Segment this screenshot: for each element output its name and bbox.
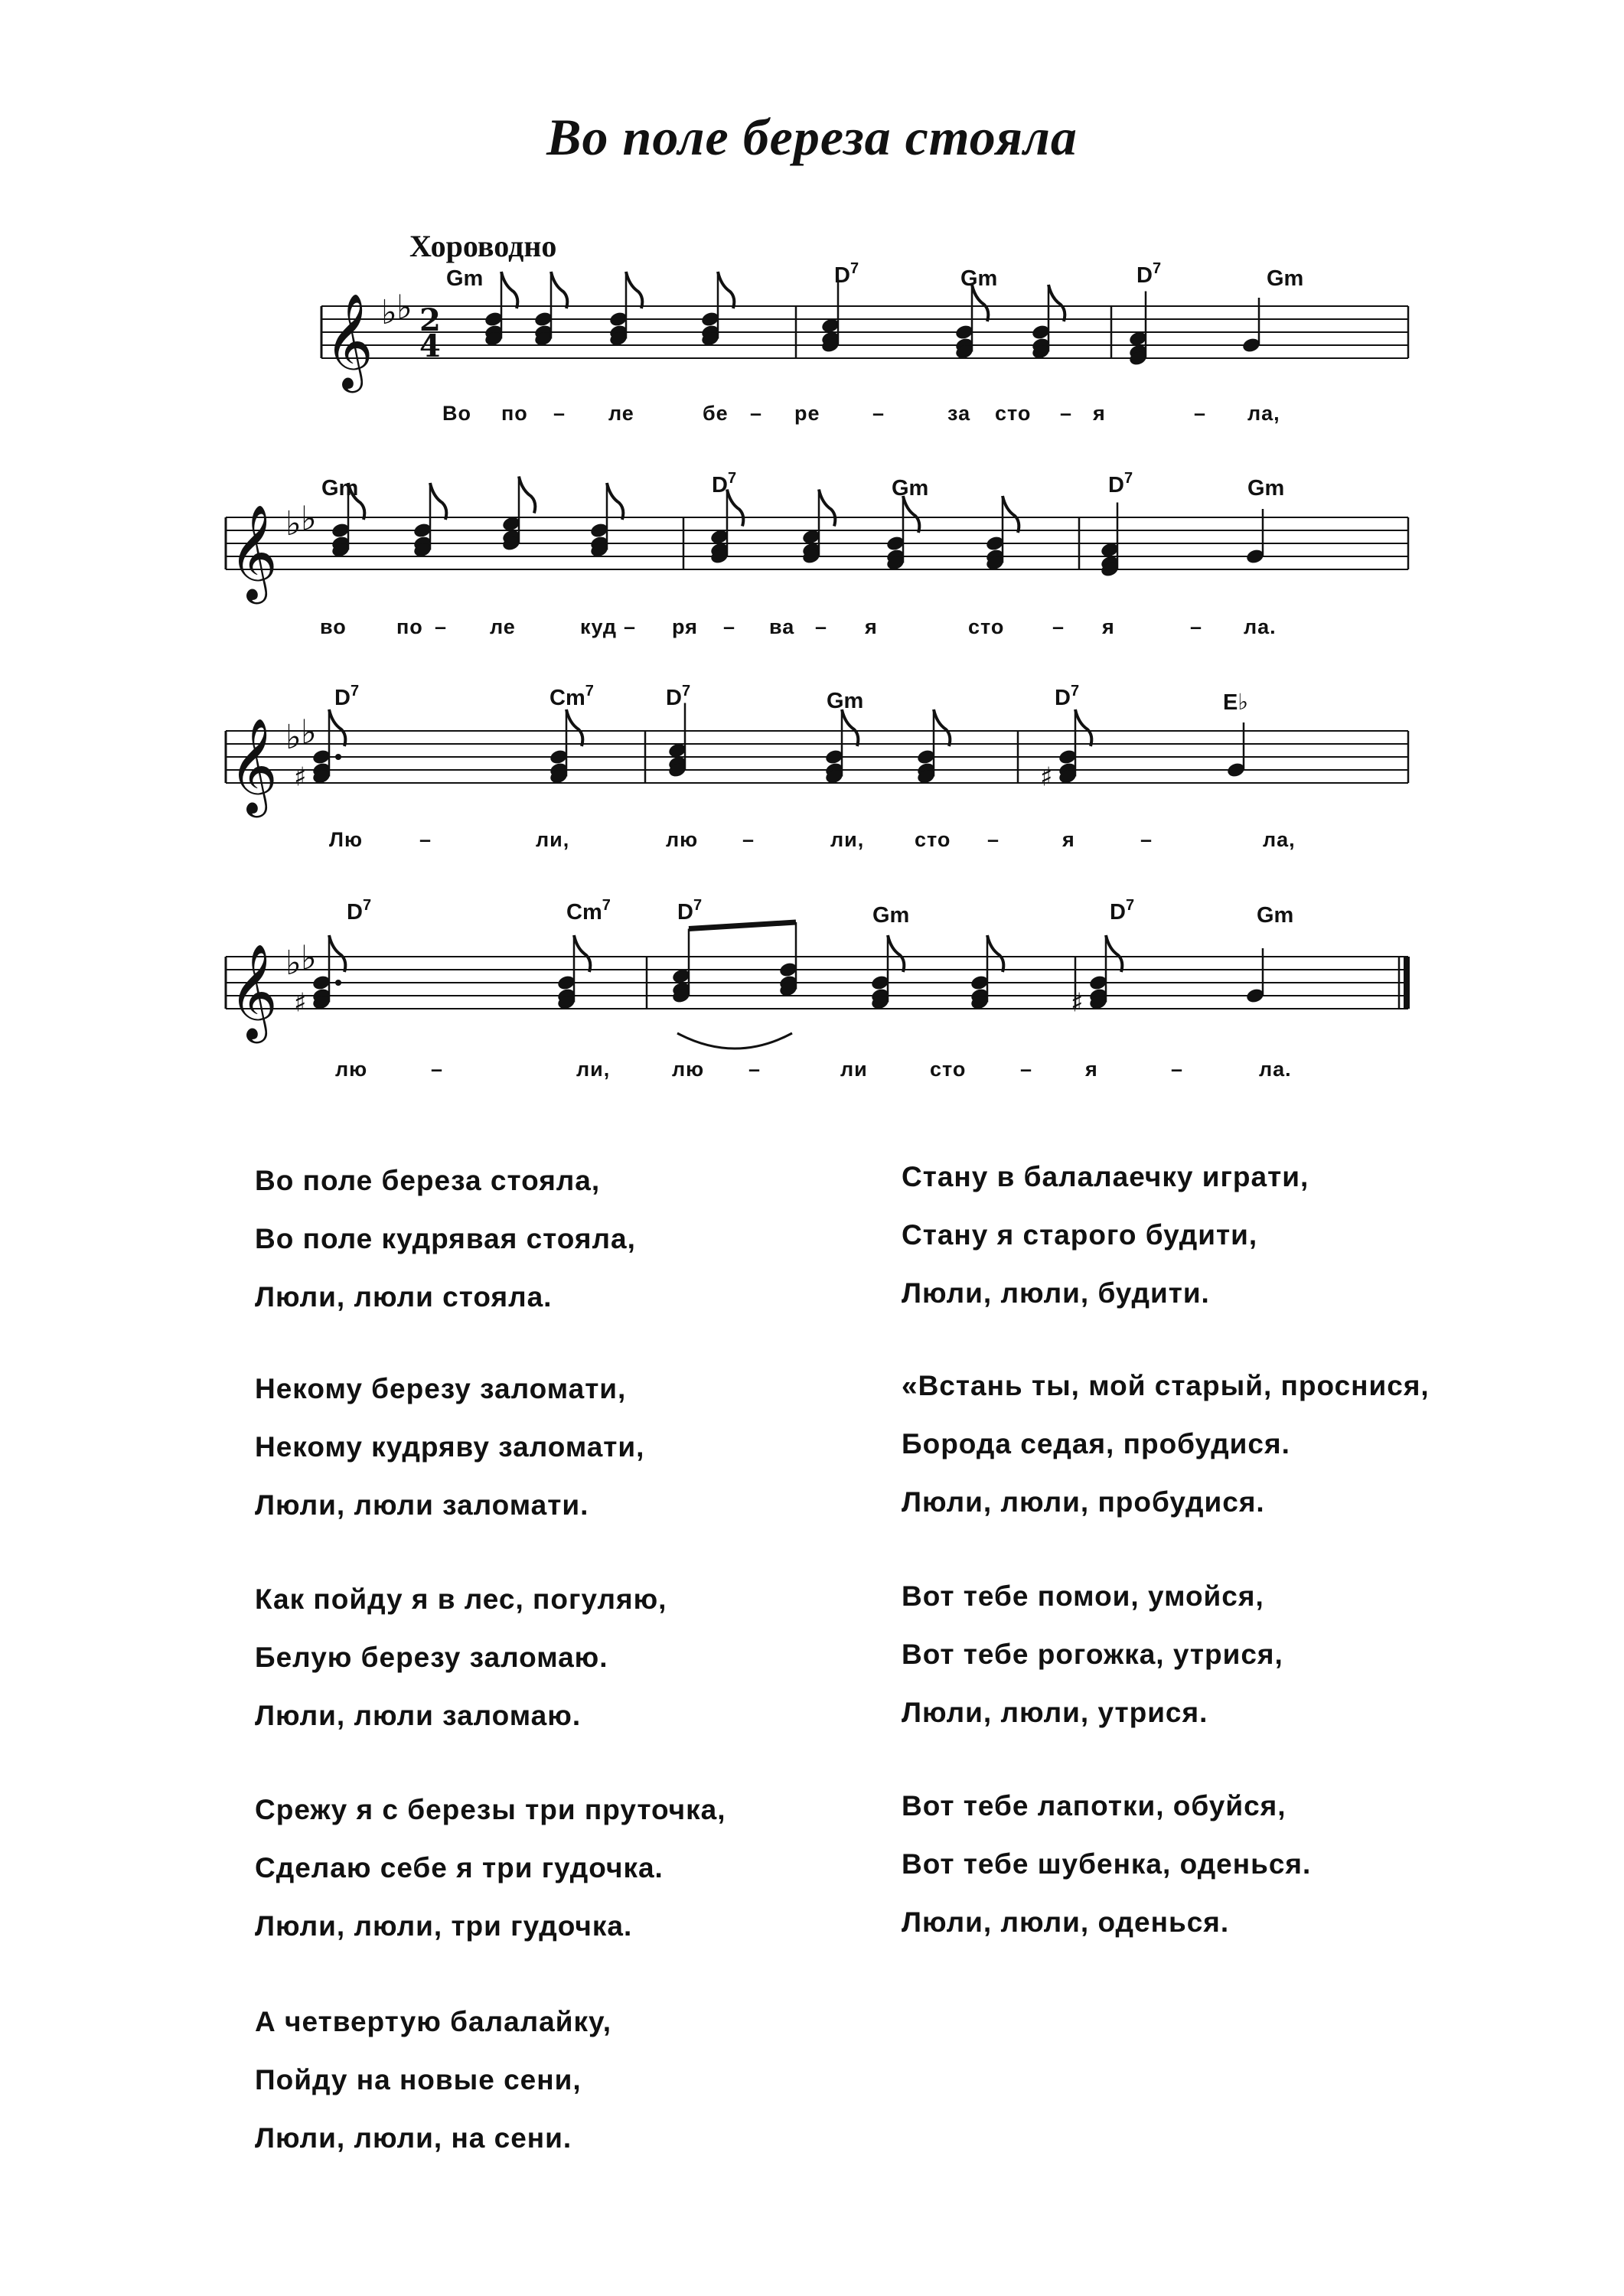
- chord-symbol: Gm: [872, 903, 910, 928]
- lyric-syllable: ре: [794, 402, 820, 425]
- lyric-syllable: –: [553, 402, 566, 425]
- lyric-syllable: ла,: [1247, 402, 1280, 425]
- flat-icon: ♭: [285, 718, 302, 757]
- note-flag: [430, 483, 446, 520]
- chord-symbol: $D^7$: [677, 897, 703, 925]
- verse-line: Срежу я с березы три пруточка,: [255, 1794, 726, 1825]
- chord-symbol: Gm: [892, 476, 929, 501]
- note-dot: [335, 980, 341, 986]
- verse-line: Стану я старого будити,: [902, 1219, 1258, 1251]
- chord-symbol: $D^7$: [1136, 260, 1162, 288]
- staff-system-4: [226, 922, 1410, 1049]
- note-flag: [501, 272, 517, 308]
- chord-symbol: E♭: [1223, 690, 1249, 715]
- chord-symbol: $D^7$: [834, 260, 859, 288]
- note-flag: [934, 709, 950, 746]
- lyric-syllable: –: [1060, 402, 1073, 425]
- lyric-syllable: –: [1052, 615, 1065, 638]
- lyric-syllable: –: [742, 828, 755, 851]
- note-flag: [819, 490, 835, 527]
- chord-symbol: $D^7$: [347, 897, 372, 925]
- note-flag: [607, 483, 623, 520]
- note-flag: [519, 477, 535, 514]
- lyric-syllable: ва: [769, 615, 795, 638]
- verse-line: Белую березу заломаю.: [255, 1642, 608, 1673]
- lyric-syllable: во: [320, 615, 347, 638]
- verse-line: Как пойду я в лес, погуляю,: [255, 1583, 667, 1615]
- note-flag: [842, 709, 858, 746]
- verse-line: Люли, люли, будити.: [902, 1277, 1210, 1309]
- chord-symbol: Gm: [1267, 266, 1304, 291]
- verse-line: Люли, люли, пробудися.: [902, 1486, 1265, 1518]
- lyric-syllable: ле: [490, 615, 516, 638]
- lyric-syllable: Во: [442, 402, 471, 425]
- stanza: [255, 1152, 636, 1326]
- slur: [677, 1033, 792, 1049]
- lyric-syllable: сто: [930, 1058, 967, 1081]
- chord-symbol: $D^7$: [1108, 470, 1133, 497]
- time-signature-top: 2: [419, 302, 441, 338]
- flat-icon: ♭: [301, 499, 317, 539]
- verse-line: «Встань ты, мой старый, проснися,: [902, 1370, 1430, 1401]
- lyric-syllable: –: [1020, 1058, 1033, 1081]
- lyric-syllable: я: [865, 615, 878, 638]
- song-title: Во поле береза стояла: [546, 108, 1078, 166]
- note-flag: [566, 709, 582, 746]
- verse-line: А четвертую балалайку,: [255, 2006, 612, 2037]
- staff-system-1: [321, 272, 1408, 393]
- lyric-syllable: –: [419, 828, 432, 851]
- lyric-syllable: –: [815, 615, 828, 638]
- lyric-syllable: –: [1190, 615, 1203, 638]
- lyric-syllable: я: [1062, 828, 1075, 851]
- lyric-syllable: я: [1102, 615, 1115, 638]
- note-flag: [551, 272, 567, 308]
- lyric-syllable: бе: [703, 402, 729, 425]
- time-signature-bottom: 4: [419, 328, 441, 364]
- treble-clef-icon: 𝄞: [229, 718, 278, 814]
- note-dot: [335, 754, 341, 760]
- lyric-syllable: по: [396, 615, 423, 638]
- verse-line: Сделаю себе я три гудочка.: [255, 1852, 664, 1883]
- chord-symbol: Gm: [446, 266, 484, 291]
- flat-icon: ♭: [396, 288, 413, 328]
- note-flag: [1048, 285, 1065, 321]
- note-beam: [689, 922, 796, 929]
- lyric-syllable: я: [1093, 402, 1106, 425]
- chord-symbol: $D^7$: [1110, 897, 1135, 925]
- lyric-syllable: –: [624, 615, 637, 638]
- verse-line: Люли, люли, на сени.: [255, 2122, 572, 2154]
- note-flag: [718, 272, 734, 308]
- lyric-syllable: –: [1171, 1058, 1184, 1081]
- lyric-syllable: за: [947, 402, 971, 425]
- lyric-syllable: я: [1085, 1058, 1098, 1081]
- lyric-syllable: –: [750, 402, 763, 425]
- note-flag: [329, 935, 345, 972]
- sharp-icon: ♯: [1071, 987, 1084, 1019]
- lyric-syllable: ли,: [830, 828, 865, 851]
- lyric-syllable: –: [435, 615, 448, 638]
- verse-line: Некому кудряву заломати,: [255, 1431, 645, 1463]
- stanza: [902, 1567, 1283, 1742]
- note-flag: [1075, 709, 1091, 746]
- flat-icon: ♭: [285, 504, 302, 543]
- tempo-marking: Хороводно: [409, 229, 557, 263]
- verse-line: Люли, люли стояла.: [255, 1281, 553, 1313]
- lyric-syllable: лю: [666, 828, 699, 851]
- verse-line: Стану в балалаечку играти,: [902, 1161, 1309, 1192]
- flat-icon: ♭: [285, 944, 302, 983]
- chord-symbol: Cm$^7$: [549, 683, 594, 710]
- chord-symbol: $D^7$: [666, 683, 691, 710]
- staff-system-2: [226, 477, 1408, 605]
- staff-system-3: [226, 703, 1408, 818]
- verse-line: Во поле кудрявая стояла,: [255, 1223, 636, 1254]
- note-flag: [574, 935, 590, 972]
- chord-symbol: $D^7$: [1055, 683, 1080, 710]
- lyric-syllable: лю: [335, 1058, 368, 1081]
- flat-icon: ♭: [381, 293, 397, 332]
- music-score: [0, 0, 1624, 1133]
- lyric-syllable: –: [1140, 828, 1153, 851]
- sharp-icon: ♯: [1040, 762, 1053, 793]
- lyric-syllable: ли,: [576, 1058, 611, 1081]
- barline-final-thick: [1404, 957, 1410, 1009]
- stanza: [902, 1357, 1430, 1531]
- lyric-syllable: куд: [580, 615, 617, 638]
- flat-icon: ♭: [301, 938, 317, 978]
- sharp-icon: ♯: [294, 987, 307, 1019]
- chord-symbol: Gm: [1247, 476, 1285, 501]
- treble-clef-icon: 𝄞: [324, 293, 373, 389]
- lyric-syllable: –: [431, 1058, 444, 1081]
- verse-line: Люли, люли, утрися.: [902, 1697, 1208, 1728]
- lyric-syllable: лю: [672, 1058, 705, 1081]
- chord-symbol: $D^7$: [712, 470, 737, 497]
- lyric-syllable: сто: [995, 402, 1032, 425]
- lyric-syllable: –: [748, 1058, 761, 1081]
- lyric-syllable: –: [1194, 402, 1207, 425]
- verse-line: Вот тебе помои, умойся,: [902, 1580, 1264, 1612]
- note-flag: [329, 709, 345, 746]
- note-flag: [903, 496, 919, 533]
- note-flag: [987, 935, 1003, 972]
- stanza: [255, 1360, 644, 1534]
- chord-symbol: Gm: [1257, 903, 1294, 928]
- stanza: [255, 1993, 611, 2167]
- chord-symbol: $D^7$: [334, 683, 360, 710]
- lyric-syllable: ла.: [1259, 1058, 1292, 1081]
- verse-line: Люли, люли заломаю.: [255, 1700, 582, 1731]
- stanza: [255, 1570, 667, 1745]
- stanza: [902, 1777, 1311, 1952]
- treble-clef-icon: 𝄞: [229, 504, 278, 600]
- lyric-syllable: ря: [672, 615, 698, 638]
- chord-symbol: Gm: [827, 689, 864, 713]
- chord-symbol: Cm$^7$: [566, 897, 611, 925]
- lyric-syllable: ле: [608, 402, 634, 425]
- verse-line: Борода седая, пробудися.: [902, 1428, 1290, 1459]
- lyric-syllable: –: [723, 615, 736, 638]
- treble-clef-icon: 𝄞: [229, 944, 278, 1039]
- verse-line: Во поле береза стояла,: [255, 1165, 601, 1196]
- note-flag: [888, 935, 904, 972]
- lyric-syllable: сто: [915, 828, 951, 851]
- verse-line: Вот тебе лапотки, обуйся,: [902, 1790, 1286, 1821]
- lyric-syllable: ли: [840, 1058, 868, 1081]
- verse-line: Вот тебе рогожка, утрися,: [902, 1639, 1283, 1670]
- lyric-syllable: ла,: [1263, 828, 1296, 851]
- lyric-syllable: –: [872, 402, 885, 425]
- note-flag: [1003, 496, 1019, 533]
- note-flag: [626, 272, 642, 308]
- chord-symbol: Gm: [321, 476, 359, 501]
- verse-line: Вот тебе шубенка, оденься.: [902, 1848, 1312, 1880]
- lyric-syllable: Лю: [329, 828, 364, 851]
- flat-icon: ♭: [301, 713, 317, 752]
- note-flag: [1106, 935, 1122, 972]
- lyric-syllable: ли,: [536, 828, 570, 851]
- lyric-syllable: –: [987, 828, 1000, 851]
- lyric-syllable: ла.: [1244, 615, 1277, 638]
- verse-line: Люли, люли заломати.: [255, 1489, 589, 1521]
- verse-line: Некому березу заломати,: [255, 1373, 627, 1404]
- verse-line: Люли, люли, три гудочка.: [255, 1910, 633, 1942]
- verse-line: Пойду на новые сени,: [255, 2064, 582, 2095]
- stanza: [902, 1148, 1309, 1322]
- chord-symbol: Gm: [960, 266, 998, 291]
- lyric-syllable: по: [501, 402, 528, 425]
- sharp-icon: ♯: [294, 762, 307, 793]
- verse-line: Люли, люли, оденься.: [902, 1906, 1230, 1938]
- lyric-syllable: сто: [968, 615, 1005, 638]
- stanza: [255, 1781, 726, 1955]
